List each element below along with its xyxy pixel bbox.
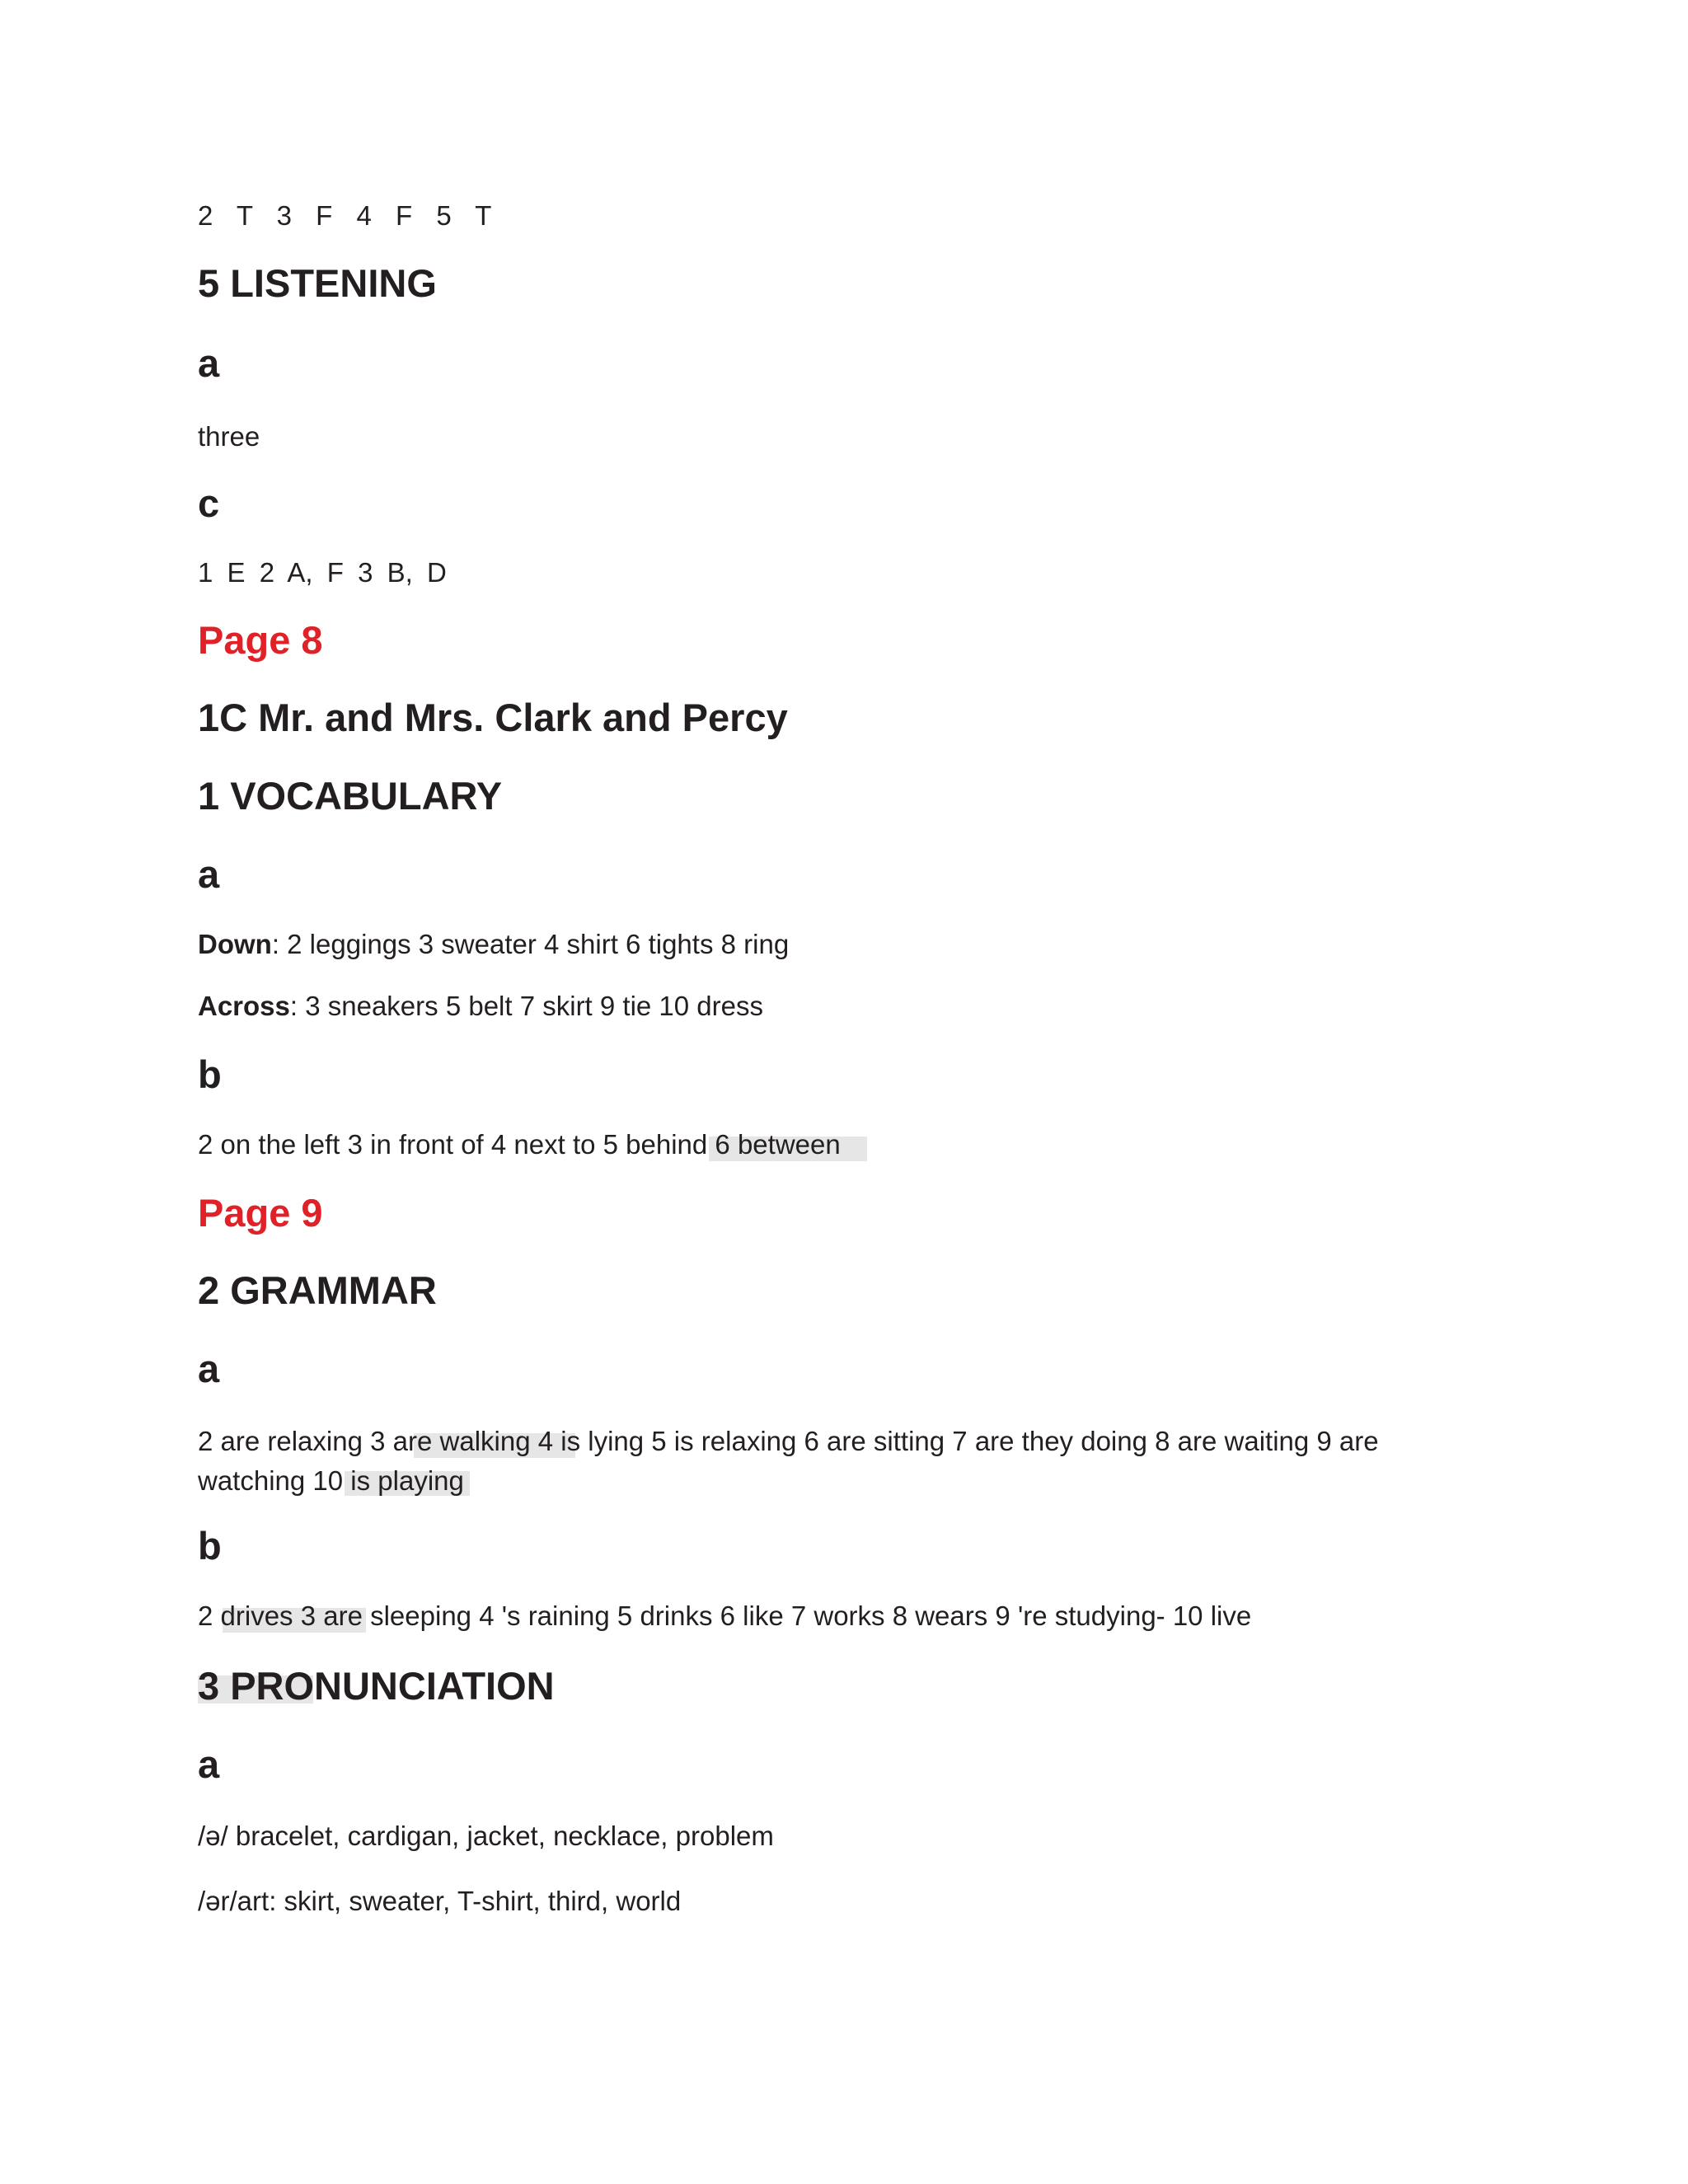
page-heading-9: Page 9 — [198, 1191, 323, 1235]
exercise-letter-a: a — [198, 1742, 220, 1786]
section-heading-grammar: 2 GRAMMAR — [198, 1268, 437, 1312]
down-label: Down — [198, 929, 272, 959]
exercise-letter-b: b — [198, 1524, 222, 1568]
lesson-title: 1C Mr. and Mrs. Clark and Percy — [198, 696, 788, 739]
listening-a-answer: three — [198, 421, 260, 452]
section-heading-listening: 5 LISTENING — [198, 261, 437, 305]
er-answer: /ər/art: skirt, sweater, T-shirt, third, world — [198, 1886, 682, 1916]
vocab-b-answer: 2 on the left 3 in front of 4 next to 5 behind 6 between — [198, 1129, 841, 1160]
across-answer-text: : 3 sneakers 5 belt 7 skirt 9 tie 10 dress — [289, 991, 764, 1021]
exercise-letter-a: a — [198, 341, 220, 385]
across-answers — [198, 990, 763, 1023]
down-answers — [198, 928, 789, 961]
true-false-answers: 2 T 3 F 4 F 5 T — [198, 200, 495, 231]
page-heading-8: Page 8 — [198, 618, 323, 662]
section-heading-pronunciation: 3 PRONUNCIATION — [198, 1664, 555, 1708]
exercise-letter-c: c — [198, 481, 220, 525]
exercise-letter-a: a — [198, 1347, 220, 1390]
down-answer-text: : 2 leggings 3 sweater 4 shirt 6 tights 8 ring — [271, 929, 790, 959]
grammar-a-answer-line-1: 2 are relaxing 3 are walking 4 is lying 5 is relaxing 6 are sitting 7 are they doing 8 are waiting 9 are — [198, 1426, 1379, 1456]
listening-c-answer: 1 E 2 A, F 3 B, D — [198, 557, 447, 588]
schwa-answer: /ə/ bracelet, cardigan, jacket, necklace, problem — [198, 1821, 774, 1851]
exercise-letter-a: a — [198, 852, 220, 896]
grammar-b-answer: 2 drives 3 are sleeping 4 's raining 5 drinks 6 like 7 works 8 wears 9 're studying- 10 live — [198, 1601, 1252, 1631]
section-heading-vocabulary: 1 VOCABULARY — [198, 774, 503, 818]
grammar-a-answer-line-2: watching 10 is playing — [198, 1465, 464, 1496]
exercise-letter-b: b — [198, 1052, 222, 1096]
across-label: Across — [198, 991, 290, 1021]
